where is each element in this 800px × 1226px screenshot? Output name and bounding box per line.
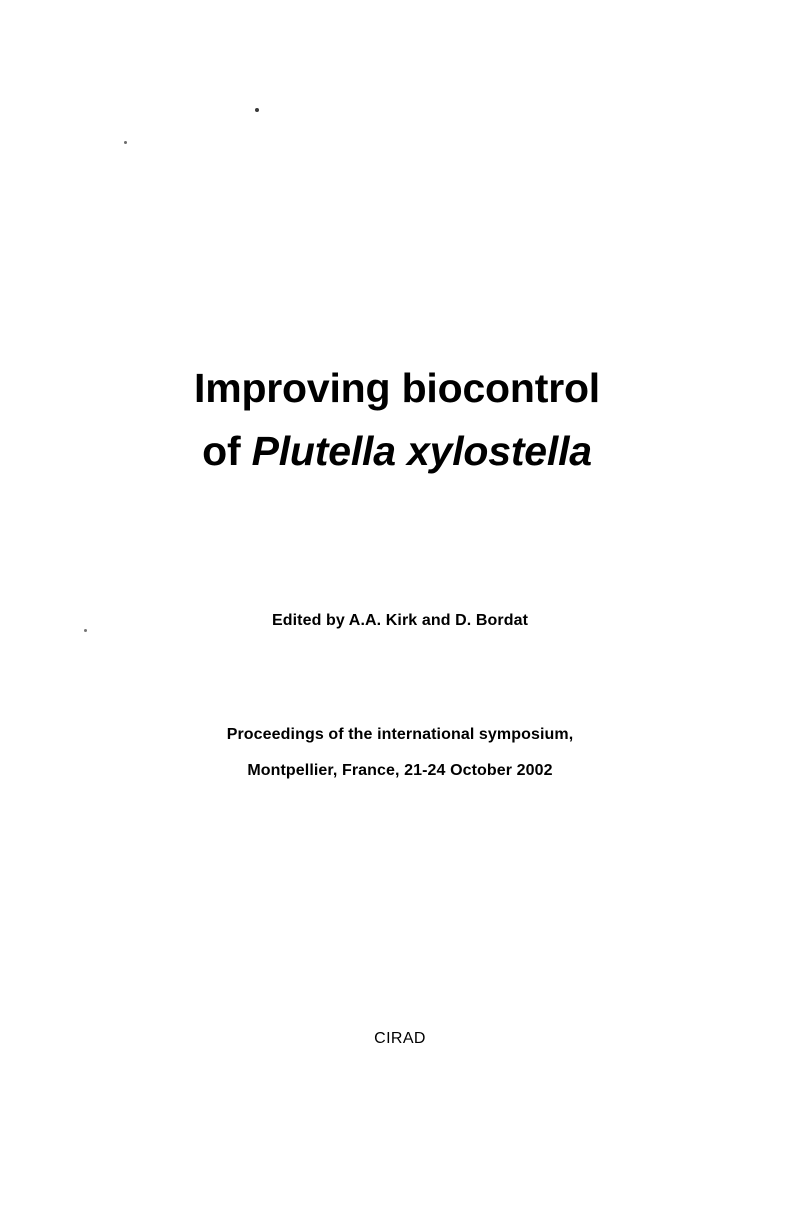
title-line-secondary-prefix: of [202,428,252,474]
title-species-name: Plutella xylostella [251,428,592,474]
proceedings-info [0,727,800,779]
title-line-secondary [0,428,800,474]
publisher-name: CIRAD [374,1030,426,1047]
proceedings-location-date: Montpellier, France, 21-24 October 2002 [247,762,553,779]
page-title [0,365,800,474]
scan-speck-icon [124,141,127,144]
proceedings-description: Proceedings of the international symposium, [226,726,574,743]
scan-speck-icon [255,108,259,112]
title-line-primary: Improving biocontrol [194,365,600,411]
editors-credit: Edited by A.A. Kirk and D. Bordat [271,612,529,629]
